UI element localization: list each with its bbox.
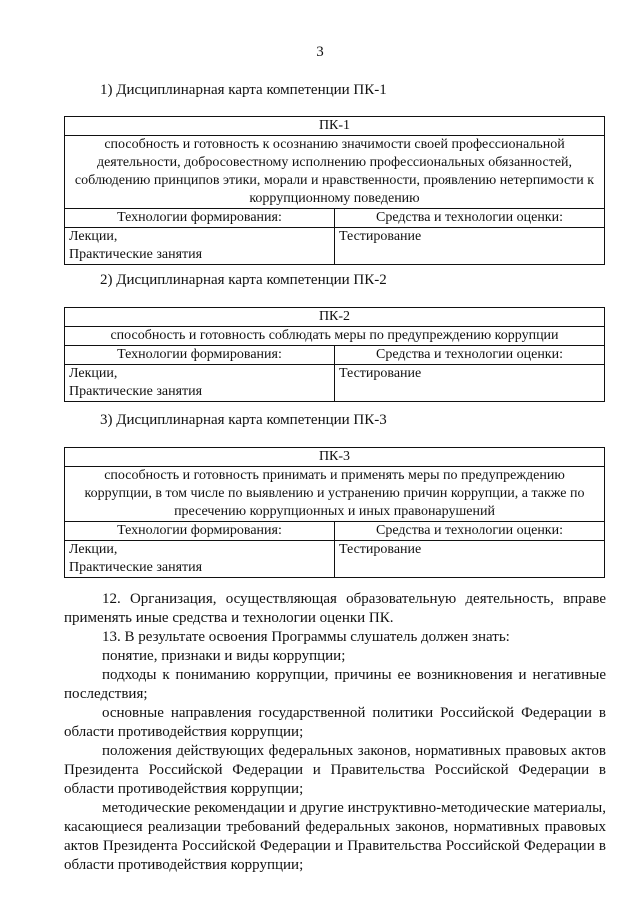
knowledge-item-4: положения действующих федеральных законов, нормативных правовых актов Президента Российской Федерации и Правительства Российской Федерации в области противодействия коррупции;: [64, 743, 606, 797]
card-2-col1-value: [65, 365, 335, 402]
card-1-col1-value: [65, 228, 335, 265]
card-3-heading: 3) Дисциплинарная карта компетенции ПК-3: [100, 412, 387, 428]
card-2-col2-value: Тестирование: [335, 365, 605, 402]
card-3-col1-line1: Лекции,: [69, 542, 118, 557]
card-1-col1-line2: Практические занятия: [69, 247, 203, 262]
card-3-code: ПК-3: [65, 448, 605, 467]
card-1-col2-header: Средства и технологии оценки:: [335, 209, 605, 228]
card-1-code: ПК-1: [65, 117, 605, 136]
card-1-heading: 1) Дисциплинарная карта компетенции ПК-1: [100, 82, 387, 98]
card-2-description: способность и готовность соблюдать меры по предупреждению коррупции: [65, 327, 605, 346]
card-2-col2-header: Средства и технологии оценки:: [335, 346, 605, 365]
card-2-heading: 2) Дисциплинарная карта компетенции ПК-2: [100, 272, 387, 288]
card-3-description: способность и готовность принимать и применять меры по предупреждению коррупции, в том числе по выявлению и устранению причин коррупции, а также по пресечению коррупционных и иных правонарушений: [65, 467, 605, 522]
knowledge-item-1: понятие, признаки и виды коррупции;: [102, 648, 346, 664]
card-3-col1-value: [65, 541, 335, 578]
card-1-col2-value: Тестирование: [335, 228, 605, 265]
card-2-col1-line1: Лекции,: [69, 366, 118, 381]
card-2-col1-header: Технологии формирования:: [65, 346, 335, 365]
knowledge-item-2: подходы к пониманию коррупции, причины ее возникновения и негативные последствия;: [64, 667, 606, 702]
card-2-col1-line2: Практические занятия: [69, 384, 203, 399]
card-1-col1-header: Технологии формирования:: [65, 209, 335, 228]
card-3-col1-header: Технологии формирования:: [65, 522, 335, 541]
body-text: [64, 590, 606, 875]
card-3-col2-value: Тестирование: [335, 541, 605, 578]
card-3-col2-header: Средства и технологии оценки:: [335, 522, 605, 541]
card-3-col1-line2: Практические занятия: [69, 560, 203, 575]
card-1-col1-line1: Лекции,: [69, 229, 118, 244]
page-number: 3: [316, 44, 324, 60]
card-1-description: способность и готовность к осознанию значимости своей профессиональной деятельности, добросовестному исполнению профессиональных обязанностей, соблюдению принципов этики, морали и нравственности, проявлению нетерпимости к коррупционному поведению: [65, 136, 605, 209]
paragraph-13: 13. В результате освоения Программы слушатель должен знать:: [102, 629, 510, 645]
competency-card-3: [64, 447, 605, 578]
paragraph-12: 12. Организация, осуществляющая образовательную деятельность, вправе применять иные средства и технологии оценки ПК.: [64, 591, 606, 626]
competency-card-1: [64, 116, 605, 265]
card-2-code: ПК-2: [65, 308, 605, 327]
competency-card-2: [64, 307, 605, 402]
knowledge-item-3: основные направления государственной политики Российской Федерации в области противодействия коррупции;: [64, 705, 606, 740]
knowledge-item-5: методические рекомендации и другие инструктивно-методические материалы, касающиеся реализации требований федеральных законов, нормативных правовых актов Президента Российской Федерации и Правительства Российской Федерации в области противодействия коррупции;: [64, 800, 606, 873]
